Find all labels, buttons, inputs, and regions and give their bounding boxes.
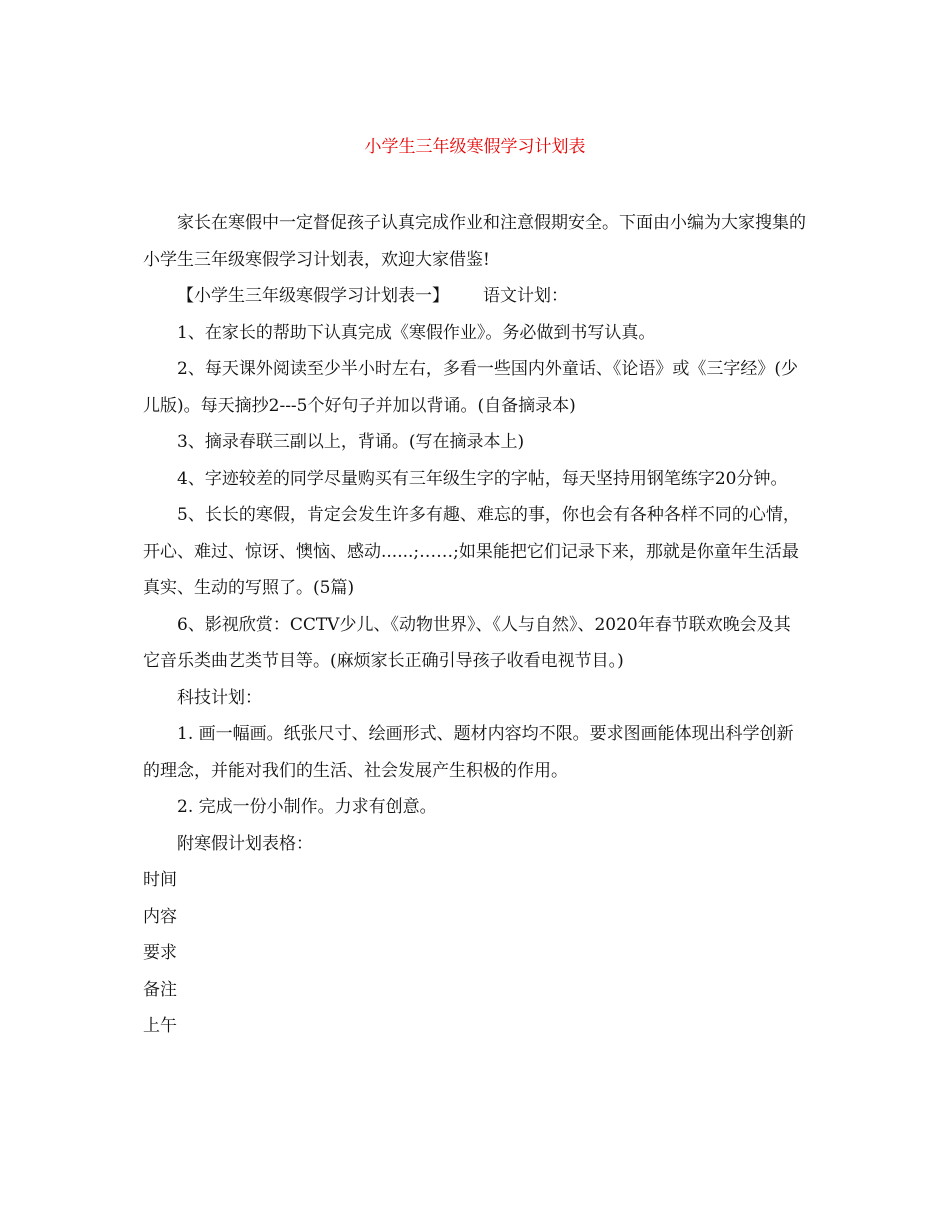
document-body — [143, 205, 807, 1045]
tech-item-2: 2. 完成一份小制作。力求有创意。 — [177, 797, 437, 817]
tech-item-1: 1. 画一幅画。纸张尺寸、绘画形式、题材内容均不限。要求图画能体现出科学创新的理念，并能对我们的生活、社会发展产生积极的作用。 — [143, 724, 794, 781]
section-header-line — [143, 278, 807, 315]
section-header: 【小学生三年级寒假学习计划表一】 — [177, 286, 449, 306]
table-cell-time: 时间 — [143, 870, 177, 890]
table-cell-content: 内容 — [143, 906, 177, 927]
chinese-plan-label: 语文计划： — [483, 286, 568, 306]
table-intro: 附寒假计划表格： — [177, 833, 313, 854]
table-cell-requirement: 要求 — [143, 943, 177, 963]
table-cell-morning: 上午 — [143, 1016, 177, 1036]
document-title: 小学生三年级寒假学习计划表 — [364, 137, 586, 157]
tech-plan-label: 科技计划： — [177, 687, 262, 708]
chinese-item-3: 3、摘录春联三副以上，背诵。(写在摘录本上) — [177, 432, 525, 452]
chinese-item-1: 1、在家长的帮助下认真完成《寒假作业》。务必做到书写认真。 — [177, 322, 656, 343]
chinese-item-5: 5、长长的寒假，肯定会发生许多有趣、难忘的事，你也会有各种各样不同的心情，开心、难过、惊讶、懊恼、感动......;……;如果能把它们记录下来，那就是你童年生活最真实、生动的写照了。(5篇) — [143, 505, 800, 598]
chinese-item-4: 4、字迹较差的同学尽量购买有三年级生字的字帖，每天坚持用钢笔练字20分钟。 — [177, 468, 788, 489]
intro-paragraph: 家长在寒假中一定督促孩子认真完成作业和注意假期安全。下面由小编为大家搜集的小学生三年级寒假学习计划表，欢迎大家借鉴! — [143, 213, 806, 270]
chinese-item-2: 2、每天课外阅读至少半小时左右，多看一些国内外童话、《论语》或《三字经》(少儿版)。每天摘抄2---5个好句子并加以背诵。(自备摘录本) — [143, 359, 798, 416]
chinese-item-6: 6、影视欣赏：CCTV少儿、《动物世界》、《人与自然》、2020年春节联欢晚会及其它音乐类曲艺类节目等。(麻烦家长正确引导孩子收看电视节目。) — [143, 614, 791, 671]
table-cell-note: 备注 — [143, 979, 177, 1000]
